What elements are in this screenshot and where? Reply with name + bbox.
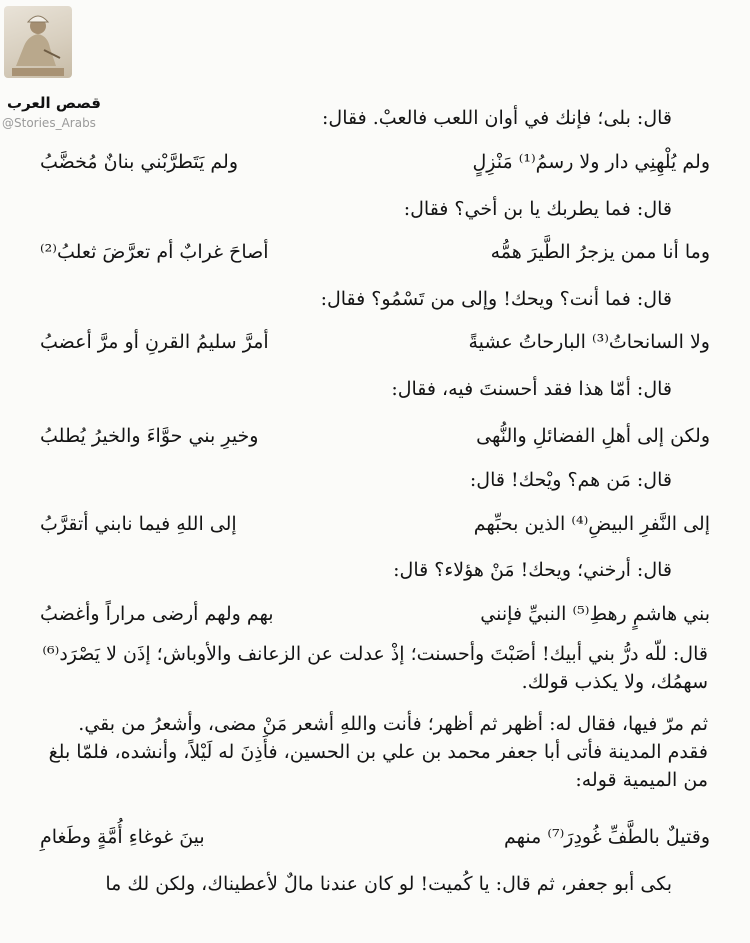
verse-second-hemistich: بهم ولهم أرضى مراراً وأغضبُ (40, 603, 274, 625)
prose-line: قال: مَن هم؟ ويْحك! قال: (469, 469, 672, 491)
verse-first-hemistich: ولكن إلى أهلِ الفضائلِ والنُّهى (476, 425, 710, 447)
prose-line: قال: بلى؛ فإنك في أوان اللعب فالعبْ. فقال: (322, 107, 672, 129)
verse-second-hemistich: أمرَّ سليمُ القرنِ أو مرَّ أعضبُ (40, 331, 269, 353)
prose-line: قال: فما يطربك يا بن أخي؟ فقال: (403, 198, 672, 220)
prose-paragraph: ثم مرّ فيها، فقال له: أظهر ثم أظهر؛ فأنت واللهِ أشعر مَنْ مضى، وأشعرُ من بقي. فقدم المدينة فأتى أبا جعفر محمد بن علي بن الحسين، فأَذِنَ له لَيْلاً، وأنشده، فلمّا بلغ من الميمية قوله: (48, 713, 708, 791)
prose-line: قال: أمّا هذا فقد أحسنتَ فيه، فقال: (391, 378, 672, 400)
verse-line (40, 510, 710, 538)
prose-line: قال: فما أنت؟ ويحك! وإلى من تَسْمُو؟ فقال: (320, 288, 672, 310)
verse-first-hemistich: ولم يُلْهِنِي دار ولا رسمُ⁽¹⁾ مَنْزِلٍ (472, 151, 710, 173)
verse-second-hemistich: ولم يَتَطرَّبْني بنانٌ مُخضَّبُ (40, 151, 239, 173)
verse-first-hemistich: إلى النَّفرِ البيضِ⁽⁴⁾ الذين بحبِّهم (473, 513, 710, 535)
verse-line (40, 422, 710, 450)
verse-first-hemistich: بني هاشمٍ رهطِ⁽⁵⁾ النبيِّ فإنني (480, 603, 710, 625)
verse-line (40, 328, 710, 356)
scribe-illustration-icon (4, 6, 72, 78)
verse-line (40, 600, 710, 628)
verse-second-hemistich: أصاحَ غرابٌ أم تعرَّضَ ثعلبُ⁽²⁾ (40, 241, 269, 263)
verse-first-hemistich: وقتيلٌ بالطَّفِّ غُودِرَ⁽⁷⁾ منهم (503, 826, 710, 848)
verse-first-hemistich: ولا السانحاتُ⁽³⁾ البارحاتُ عشيةً (468, 331, 710, 353)
verse-line (40, 823, 710, 851)
prose-paragraph: قال: للّه درُّ بني أبيك! أصَبْتَ وأحسنت؛ إذْ عدلت عن الزعانف والأوباش؛ إذَن لا يَصْرَد⁽⁶⁾ سهمُك، ولا يكذب قولك. (42, 643, 708, 693)
verse-line (40, 148, 710, 176)
verse-line (40, 238, 710, 266)
prose-line: بكى أبو جعفر، ثم قال: يا كُميت! لو كان عندنا مالٌ لأعطيناك، ولكن لك ما (105, 873, 672, 895)
prose-line: قال: أرخني؛ ويحك! مَنْ هؤلاء؟ قال: (393, 559, 672, 581)
verse-first-hemistich: وما أنا ممن يزجرُ الطَّيرَ همُّه (490, 241, 710, 263)
brand-handle: @Stories_Arabs (2, 116, 96, 130)
brand-name: قصص العرب (7, 94, 101, 112)
verse-second-hemistich: وخيرِ بني حوَّاءَ والخيرُ يُطلبُ (40, 425, 259, 447)
brand-logo (4, 6, 72, 78)
verse-second-hemistich: إلى اللهِ فيما نابني أتقرَّبُ (40, 513, 237, 535)
verse-second-hemistich: بينَ غوغاءِ أُمَّةٍ وطَغامِ (40, 826, 205, 848)
